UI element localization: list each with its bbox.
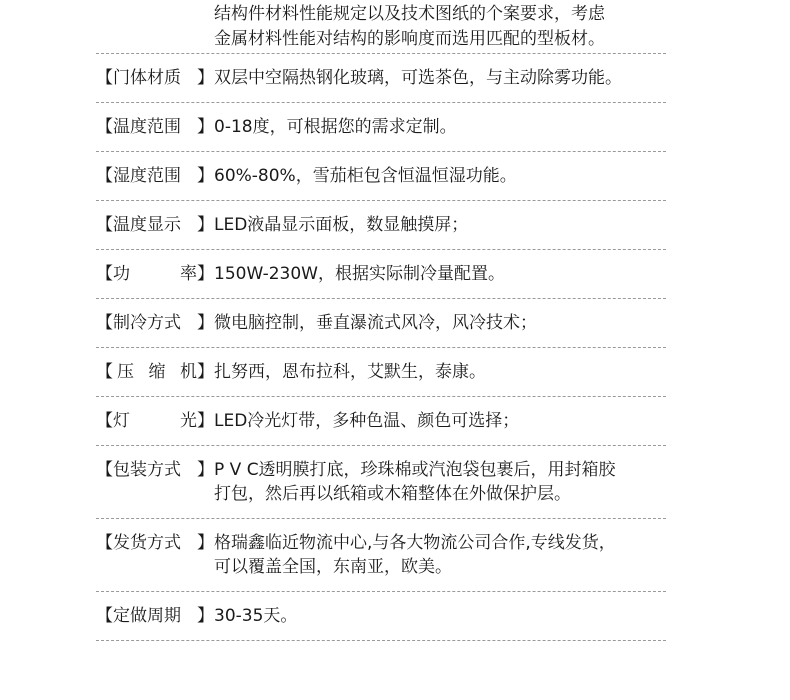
spec-value [214, 458, 676, 506]
bracket-close: 】 [197, 533, 214, 553]
spec-row-packaging [96, 446, 676, 518]
spec-row-power [96, 250, 676, 298]
bracket-close: 】 [197, 68, 214, 88]
spec-row-cooling-method [96, 299, 676, 347]
bracket-open: 【 [96, 460, 113, 480]
spec-value-line: 扎努西，恩布拉科，艾默生，泰康。 [214, 362, 486, 382]
bracket-open: 【 [96, 117, 113, 137]
spec-value [214, 164, 676, 188]
spec-label-char: 光 [180, 411, 197, 431]
spec-label [96, 66, 214, 90]
spec-label-text: 湿度范围 [113, 166, 181, 186]
bracket-open: 【 [96, 533, 113, 553]
spec-value-line: 打包，然后再以纸箱或木箱整体在外做保护层。 [214, 484, 571, 504]
spec-value [214, 262, 676, 286]
bracket-close: 】 [197, 313, 214, 333]
spec-value [214, 604, 676, 628]
spec-label [96, 604, 214, 628]
spec-row-temperature-display [96, 201, 676, 249]
spec-value-line: LED液晶显示面板，数显触摸屏； [214, 215, 469, 235]
intro-line: 结构件材料性能规定以及技术图纸的个案要求，考虑 [214, 4, 605, 24]
spec-label-text [113, 409, 197, 433]
spec-label-char: 压 [117, 362, 134, 382]
bracket-open: 【 [96, 362, 113, 382]
spec-label-text: 制冷方式 [113, 313, 181, 333]
spec-label [96, 360, 214, 384]
intro-line: 金属材料性能对结构的影响度而选用匹配的型板材。 [214, 29, 605, 49]
bracket-open: 【 [96, 606, 113, 626]
bracket-close: 】 [197, 411, 214, 431]
spec-row-door-material [96, 54, 676, 102]
spec-label [96, 409, 214, 433]
spec-label-char: 机 [180, 362, 197, 382]
spec-value [214, 531, 676, 579]
bracket-close: 】 [197, 117, 214, 137]
spec-label-text [113, 360, 197, 384]
bracket-close: 】 [197, 606, 214, 626]
bracket-open: 【 [96, 166, 113, 186]
spec-label-char: 率 [180, 264, 197, 284]
divider [96, 640, 666, 641]
bracket-open: 【 [96, 68, 113, 88]
spec-row-compressor [96, 348, 676, 396]
spec-value-line: 可以覆盖全国，东南亚，欧美。 [214, 557, 452, 577]
spec-value [214, 115, 676, 139]
spec-value-line: P V C透明膜打底，珍珠棉或汽泡袋包裹后，用封箱胶 [214, 460, 616, 480]
spec-value [214, 311, 676, 335]
bracket-close: 】 [197, 264, 214, 284]
spec-value-line: 微电脑控制，垂直瀑流式风冷，风冷技术； [214, 313, 537, 333]
bracket-close: 】 [197, 460, 214, 480]
spec-label [96, 213, 214, 237]
spec-label-char: 缩 [148, 362, 166, 382]
bracket-open: 【 [96, 264, 113, 284]
spec-label [96, 531, 214, 555]
spec-label-char: 灯 [113, 411, 130, 431]
spec-label-text: 门体材质 [113, 68, 181, 88]
spec-label [96, 311, 214, 335]
bracket-close: 】 [197, 215, 214, 235]
spec-label-char: 功 [113, 264, 130, 284]
bracket-open: 【 [96, 215, 113, 235]
spec-row-lead-time [96, 592, 676, 640]
spec-label-text: 定做周期 [113, 606, 181, 626]
spec-label-text: 温度范围 [113, 117, 181, 137]
spec-row-temperature-range [96, 103, 676, 151]
spec-label-text: 发货方式 [113, 533, 181, 553]
bracket-close: 】 [197, 166, 214, 186]
spec-value [214, 66, 676, 90]
spec-label [96, 458, 214, 482]
spec-value-line: 60%-80%，雪茄柜包含恒温恒湿功能。 [214, 166, 517, 186]
spec-label-text [113, 262, 197, 286]
spec-label [96, 164, 214, 188]
spec-label [96, 262, 214, 286]
spec-sheet [96, 0, 676, 641]
bracket-open: 【 [96, 411, 113, 431]
spec-row-lighting [96, 397, 676, 445]
spec-value [214, 360, 676, 384]
spec-row-shipping [96, 519, 676, 591]
spec-row-humidity-range [96, 152, 676, 200]
spec-value [214, 409, 676, 433]
intro-paragraph [96, 0, 676, 53]
spec-value [214, 213, 676, 237]
spec-label-text: 温度显示 [113, 215, 181, 235]
spec-value-line: 0-18度，可根据您的需求定制。 [214, 117, 457, 137]
spec-label-text: 包装方式 [113, 460, 181, 480]
spec-value-line: 30-35天。 [214, 606, 298, 626]
spec-value-line: 150W-230W，根据实际制冷量配置。 [214, 264, 505, 284]
bracket-open: 【 [96, 313, 113, 333]
bracket-close: 】 [197, 362, 214, 382]
spec-value-line: 格瑞鑫临近物流中心,与各大物流公司合作,专线发货， [214, 533, 616, 553]
spec-value-line: 双层中空隔热钢化玻璃，可选茶色，与主动除雾功能。 [214, 68, 622, 88]
spec-value-line: LED冷光灯带，多种色温、颜色可选择； [214, 411, 520, 431]
spec-label [96, 115, 214, 139]
